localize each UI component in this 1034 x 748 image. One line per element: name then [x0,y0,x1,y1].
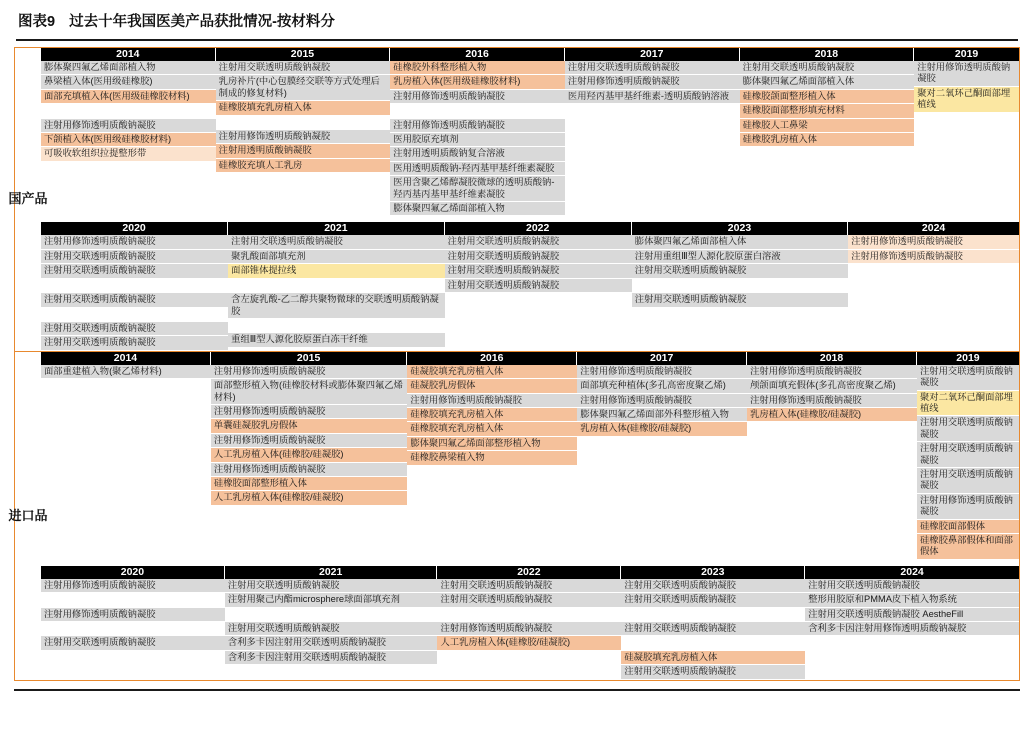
product-cell: 硅橡胶人工鼻梁 [740,119,915,133]
product-cell: 面部重建植入物(聚乙烯材料) [41,365,211,379]
product-cell: 注射用交联透明质酸钠凝胶 [41,322,228,336]
section-blocks [41,48,1019,351]
year-column [41,365,211,560]
product-cell: 硅凝胶乳房假体 [407,379,577,393]
product-cell: 医用胶原充填剂 [390,133,565,147]
data-grid [41,61,1019,216]
year-column [445,235,632,350]
year-header-cell: 2014 [41,352,211,365]
year-column [632,235,848,350]
product-cell-empty [228,279,444,293]
product-cell: 注射用交联透明质酸钠凝胶 [41,264,228,278]
footer-divider [14,689,1020,691]
product-cell: 可吸收软组织拉提整形带 [41,147,216,161]
product-cell: 硅橡胶颌面整形植入体 [740,90,915,104]
product-cell: 注射用修饰透明质酸钠凝胶 [848,235,1019,249]
product-cell-empty [621,636,805,650]
product-cell: 注射用修饰透明质酸钠凝胶 [41,579,225,593]
product-cell-empty [632,279,848,293]
product-cell: 注射用交联透明质酸钠凝胶 [917,468,1019,494]
product-cell: 硅凝胶填充乳房植入体 [621,651,805,665]
table-sections [8,47,1020,681]
product-cell: 注射用交联透明质酸钠凝胶 [437,579,621,593]
year-column [740,61,915,216]
product-cell: 乳房植入体(医用级硅橡胶材料) [390,75,565,89]
product-cell: 注射用交联透明质酸钠凝胶 [621,579,805,593]
year-column [390,61,565,216]
year-header-cell: 2020 [41,222,228,235]
product-cell: 注射用交联透明质酸钠凝胶 [41,293,228,307]
product-cell: 注射用修饰透明质酸钠凝胶 [914,61,1019,87]
product-cell: 含左旋乳酸-乙二醇共聚物微球的交联透明质酸钠凝胶 [228,293,444,319]
product-cell: 注射用交联透明质酸钠凝胶 [437,593,621,607]
product-cell: 注射用透明质酸钠复合溶液 [390,147,565,161]
product-cell: 注射用交联透明质酸钠凝胶 [632,264,848,278]
product-cell: 面部整形植入物(硅橡胶材料或膨体聚四氟乙烯材料) [211,379,407,405]
product-cell: 硅橡胶鼻部假体和面部假体 [917,534,1019,560]
data-grid [41,365,1019,560]
product-cell: 注射用修饰透明质酸钠凝胶 [565,75,740,89]
product-cell: 膨体聚四氟乙烯面部外科整形植入物 [577,408,747,422]
product-cell: 注射用重组Ⅲ型人源化胶原蛋白溶液 [632,250,848,264]
year-header-cell: 2017 [565,48,740,61]
product-cell: 含利多卡因注射用交联透明质酸钠凝胶 [225,636,438,650]
product-cell-empty [228,319,444,333]
year-header-cell: 2021 [225,566,438,579]
year-column [747,365,917,560]
year-column [407,365,577,560]
product-cell: 面部填充种植体(多孔高密度聚乙烯) [577,379,747,393]
product-cell: 重组Ⅲ型人源化胶原蛋白冻干纤维 [228,333,444,347]
product-cell: 注射用修饰透明质酸钠凝胶 [211,434,407,448]
year-header-cell: 2023 [632,222,848,235]
product-cell: 注射用修饰透明质酸钠凝胶 [747,394,917,408]
year-header-cell: 2024 [805,566,1019,579]
product-cell: 硅橡胶乳房植入体 [740,133,915,147]
product-cell: 鼻梁植入体(医用级硅橡胶) [41,75,216,89]
section-label: 进 口 品 [8,507,48,523]
product-cell: 医用透明质酸钠-羟丙基甲基纤维素凝胶 [390,162,565,176]
product-cell: 注射用修饰透明质酸钠凝胶 [211,365,407,379]
page-title: 过去十年我国医美产品获批情况-按材料分 [69,14,335,30]
product-cell: 注射用交联透明质酸钠凝胶 [445,250,632,264]
product-cell: 聚乳酸面部填充剂 [228,250,444,264]
product-cell: 注射用修饰透明质酸钠凝胶 [41,235,228,249]
product-cell: 医用含聚乙烯醇凝胶微球的透明质酸钠-羟丙基丙基甲基纤维素凝胶 [390,176,565,202]
product-cell: 硅橡胶充填人工乳房 [216,159,391,173]
product-cell: 注射用交联透明质酸钠凝胶 [917,365,1019,391]
year-header-cell: 2020 [41,566,225,579]
year-header-cell: 2016 [390,48,565,61]
year-header-row [41,48,1019,61]
year-column [41,235,228,350]
product-cell: 硅橡胶鼻梁植入物 [407,451,577,465]
product-cell: 注射用修饰透明质酸钠凝胶 [41,119,216,133]
product-cell: 膨体聚四氟乙烯面部植入物 [390,202,565,216]
product-cell: 人工乳房植入体(硅橡胶/硅凝胶) [211,491,407,505]
year-header-cell: 2017 [577,352,747,365]
year-column [917,365,1019,560]
product-cell: 注射用交联透明质酸钠凝胶 [621,622,805,636]
product-cell: 注射用修饰透明质酸钠凝胶 [437,622,621,636]
section-blocks [41,352,1019,680]
product-cell: 含利多卡因注射用修饰透明质酸钠凝胶 [805,622,1019,636]
year-header-cell: 2016 [407,352,577,365]
year-header-cell: 2022 [445,222,632,235]
product-cell: 注射用交联透明质酸钠凝胶 [41,250,228,264]
year-header-cell: 2019 [914,48,1019,61]
product-cell: 膨体聚四氟乙烯面部植入体 [740,75,915,89]
product-cell: 面部充填植入体(医用级硅橡胶材料) [41,90,216,104]
product-cell: 面部锥体提拉线 [228,264,444,278]
product-cell: 单囊硅凝胶乳房假体 [211,419,407,433]
product-cell: 注射用交联透明质酸钠凝胶 [225,579,438,593]
product-cell: 注射用修饰透明质酸钠凝胶 [390,90,565,104]
data-grid [41,235,1019,350]
product-cell: 乳房植入体(硅橡胶/硅凝胶) [747,408,917,422]
product-cell: 注射用修饰透明质酸钠凝胶 [211,463,407,477]
product-cell: 注射用修饰透明质酸钠凝胶 [747,365,917,379]
product-cell: 医用羟丙基甲基纤维素-透明质酸钠溶液 [565,90,740,104]
product-cell: 注射用交联透明质酸钠凝胶 [565,61,740,75]
year-header-cell: 2018 [747,352,917,365]
product-cell: 注射用修饰透明质酸钠凝胶 [216,130,391,144]
product-cell: 硅橡胶填充乳房植入体 [407,408,577,422]
product-cell: 乳房植入体(硅橡胶/硅凝胶) [577,422,747,436]
year-header-cell: 2015 [216,48,391,61]
product-cell: 硅凝胶填充乳房植入体 [407,365,577,379]
product-cell: 注射用交联透明质酸钠凝胶 [740,61,915,75]
product-cell: 注射用聚己内酯microsphere球面部填充剂 [225,593,438,607]
year-column [565,61,740,216]
product-cell: 注射用交联透明质酸钠凝胶 [445,264,632,278]
title-divider [16,39,1018,41]
year-header-row [41,566,1019,579]
product-cell: 硅橡胶填充乳房植入体 [216,101,391,115]
product-cell: 人工乳房植入体(硅橡胶/硅凝胶) [211,448,407,462]
product-cell-empty [41,104,216,118]
year-header-cell: 2023 [621,566,805,579]
figure-number: 图表9 [18,14,56,30]
product-cell-empty [41,279,228,293]
product-cell: 下颌植入体(医用级硅橡胶材料) [41,133,216,147]
origin-section [8,47,1020,351]
year-header-row [41,352,1019,365]
year-header-cell: 2022 [437,566,621,579]
product-cell: 注射用透明质酸钠凝胶 [216,144,391,158]
year-column [437,579,621,680]
figure-title-bar [14,0,1020,39]
product-cell: 注射用修饰透明质酸钠凝胶 [577,365,747,379]
year-column [228,235,444,350]
year-column [211,365,407,560]
year-header-cell: 2019 [917,352,1019,365]
product-cell-empty [216,116,391,130]
product-cell: 注射用交联透明质酸钠凝胶 [632,293,848,307]
product-cell: 注射用修饰透明质酸钠凝胶 [41,608,225,622]
year-column [914,61,1019,216]
product-cell: 注射用修饰透明质酸钠凝胶 [211,405,407,419]
year-column [848,235,1019,350]
product-cell-empty [41,308,228,322]
product-cell: 硅橡胶面部整形填充材料 [740,104,915,118]
product-cell: 注射用交联透明质酸钠凝胶 [621,665,805,679]
product-cell: 注射用交联透明质酸钠凝胶 [225,622,438,636]
product-cell-empty [621,608,805,622]
product-cell: 注射用交联透明质酸钠凝胶 AestheFill [805,608,1019,622]
product-cell: 人工乳房植入体(硅橡胶/硅凝胶) [437,636,621,650]
year-header-cell: 2014 [41,48,216,61]
product-cell: 注射用交联透明质酸钠凝胶 [41,636,225,650]
product-cell: 含利多卡因注射用交联透明质酸钠凝胶 [225,651,438,665]
product-cell: 注射用修饰透明质酸钠凝胶 [407,394,577,408]
product-cell: 乳房补片(中心包膜经交联等方式处理后制成的修复材料) [216,75,391,101]
product-cell: 注射用交联透明质酸钠凝胶 [445,235,632,249]
year-header-cell: 2018 [740,48,915,61]
product-cell: 注射用交联透明质酸钠凝胶 [917,442,1019,468]
origin-section [8,351,1020,681]
year-column [621,579,805,680]
product-cell: 注射用交联透明质酸钠凝胶 [805,579,1019,593]
year-column [41,579,225,680]
product-cell-empty [437,608,621,622]
product-cell: 硅橡胶面部整形植入体 [211,477,407,491]
product-cell-empty [41,622,225,636]
product-cell: 注射用交联透明质酸钠凝胶 [41,336,228,350]
product-cell: 颅颌面填充假体(多孔高密度聚乙烯) [747,379,917,393]
year-column [41,61,216,216]
year-column [577,365,747,560]
product-cell: 注射用修饰透明质酸钠凝胶 [577,394,747,408]
product-cell: 膨体聚四氟乙烯面部植入物 [41,61,216,75]
year-column [216,61,391,216]
section-label: 国 产 品 [8,191,48,207]
year-column [805,579,1019,680]
year-header-cell: 2015 [211,352,407,365]
product-cell: 注射用修饰透明质酸钠凝胶 [848,250,1019,264]
product-cell: 注射用交联透明质酸钠凝胶 [228,235,444,249]
year-column [225,579,438,680]
product-cell: 膨体聚四氟乙烯面部植入体 [632,235,848,249]
product-cell: 聚对二氧环己酮面部埋植线 [917,391,1019,417]
product-cell: 硅橡胶面部假体 [917,520,1019,534]
product-cell: 注射用交联透明质酸钠凝胶 [917,416,1019,442]
product-cell-empty [225,608,438,622]
product-cell: 注射用交联透明质酸钠凝胶 [216,61,391,75]
product-cell-empty [41,593,225,607]
product-cell: 聚对二氧环己酮面部埋植线 [914,87,1019,113]
product-cell: 注射用交联透明质酸钠凝胶 [621,593,805,607]
product-cell: 整形用胶原和PMMA皮下植入物系统 [805,593,1019,607]
product-cell: 注射用修饰透明质酸钠凝胶 [917,494,1019,520]
year-header-cell: 2024 [848,222,1019,235]
product-cell: 注射用交联透明质酸钠凝胶 [445,279,632,293]
product-cell: 注射用修饰透明质酸钠凝胶 [390,119,565,133]
product-cell: 硅橡胶填充乳房植入体 [407,422,577,436]
year-header-cell: 2021 [228,222,444,235]
data-grid [41,579,1019,680]
year-header-row [41,222,1019,235]
product-cell-empty [390,104,565,118]
product-cell: 膨体聚四氟乙烯面部整形植入物 [407,437,577,451]
product-cell: 硅橡胶外科整形植入物 [390,61,565,75]
